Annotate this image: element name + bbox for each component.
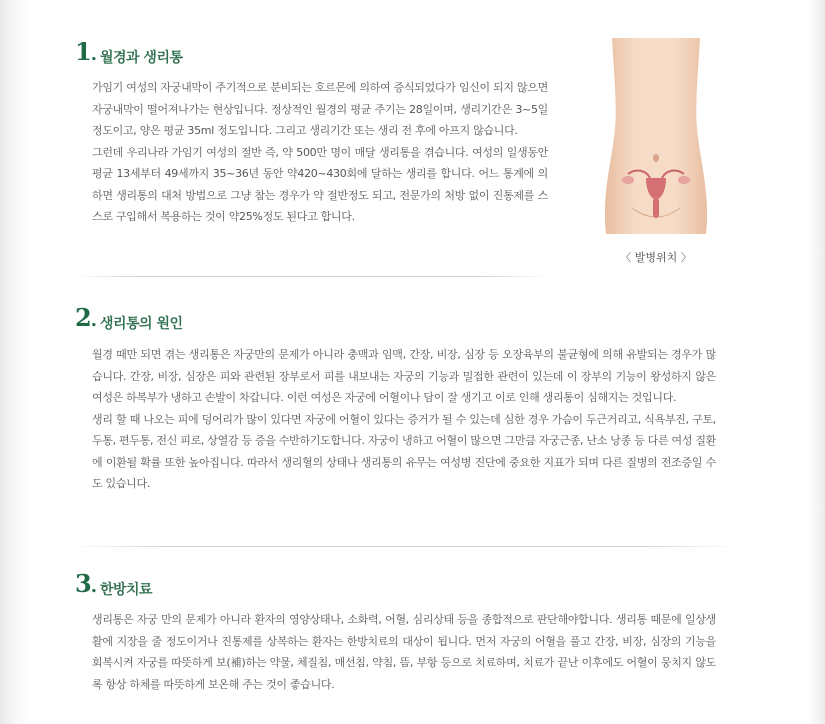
section-divider <box>72 276 548 277</box>
section-2-heading <box>75 303 183 333</box>
figure-caption: 〈 발병위치 〉 <box>620 251 692 264</box>
section-1-title: 월경과 생리통 <box>99 50 183 66</box>
section-3-title: 한방치료 <box>99 582 153 598</box>
section-1-number: 1. <box>75 37 96 66</box>
left-page-shadow <box>0 0 30 724</box>
uterus-location-illustration <box>592 38 720 234</box>
section-3-paragraph: 생리통은 자궁 만의 문제가 아니라 환자의 영양상태나, 소화력, 어혈, 심리상태 등을 종합적으로 판단해야합니다. 생리통 때문에 일상생활에 지장을 줄 정도이거나 진통제를 상복하는 환자는 한방치료의 대상이 됩니다. 먼저 자궁의 어혈을 풀고 간장, 비장, 심장의 기능을 회복시켜 자궁를 따뜻하게 보(補)하는 약물, 체질침, 매선침, 약침, 뜸, 부항 등으로 치료하며, 치료가 끝난 이후에도 어혈이 뭉치지 않도록 항상 하체를 따뜻하게 보온해 주는 것이 좋습니다. <box>92 613 716 691</box>
section-3-number: 3. <box>75 569 96 598</box>
section-divider <box>72 546 736 547</box>
section-2-body <box>92 344 716 495</box>
section-1-heading <box>75 37 183 67</box>
section-2-number: 2. <box>75 303 96 332</box>
uterus-location-figure <box>592 38 720 234</box>
section-2-paragraph: 월경 때만 되면 겪는 생리통은 자궁만의 문제가 아니라 충맥과 임맥, 간장, 비장, 심장 등 오장육부의 불균형에 의해 유발되는 경우가 많습니다. 간장, 비장, 심장은 피와 관련된 장부로서 피를 내보내는 자궁의 기능과 밀접한 관련이 있는데 이 장부의 기능이 왕성하지 않은 여성은 하복부가 냉하고 손발이 차갑니다. 이런 여성은 자궁에 어혈이나 담이 잘 생기고 이로 인해 생리통이 심해지는 것입니다. <box>92 348 716 404</box>
section-2-title: 생리통의 원인 <box>99 316 183 332</box>
section-1-body <box>92 77 548 228</box>
section-2-paragraph: 생리 할 때 나오는 피에 덩어리가 많이 있다면 자궁에 어혈이 있다는 증거가 될 수 있는데 심한 경우 가슴이 두근거리고, 식욕부진, 구토, 두통, 편두통, 전신 피로, 상열감 등 증을 수반하기도합니다. 자궁이 냉하고 어혈이 많으면 그만큼 자궁근종, 난소 낭종 등 다른 여성 질환에 이환될 확률 또한 높아집니다. 따라서 생리혈의 상태나 생리통의 유무는 여성병 진단에 중요한 지표가 되며 다른 질병의 전조증일 수도 있습니다. <box>92 412 716 490</box>
section-3-heading <box>75 569 153 599</box>
section-1-paragraph: 가임기 여성의 자궁내막이 주기적으로 분비되는 호르몬에 의하여 증식되었다가 임신이 되지 않으면 자궁내막이 떨어져나가는 현상입니다. 정상적인 월경의 평균 주기는 28일이며, 생리기간은 3~5일정도이고, 양은 평균 35ml 정도입니다. 그리고 생리기간 또는 생리 전 후에 아프지 않습니다. <box>92 81 548 137</box>
right-page-shadow <box>807 0 825 724</box>
section-3-body <box>92 609 716 695</box>
section-1-paragraph: 그런데 우리나라 가임기 여성의 절반 즉, 약 500만 명이 매달 생리통을 겪습니다. 여성의 일생동안 평균 13세부터 49세까지 35~36년 동안 약420~430회에 달하는 생리를 합니다. 어느 통계에 의하면 생리통의 대처 방법으로 그냥 참는 경우가 약 절반정도 되고, 전문가의 처방 없이 진통제를 스스로 구입해서 복용하는 것이 약25%정도 된다고 합니다. <box>92 145 548 223</box>
